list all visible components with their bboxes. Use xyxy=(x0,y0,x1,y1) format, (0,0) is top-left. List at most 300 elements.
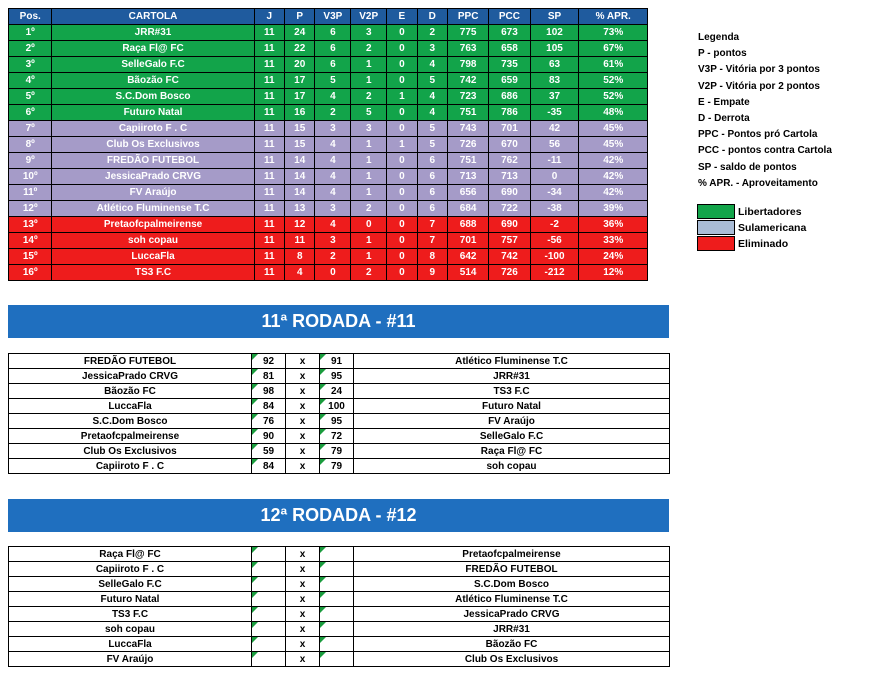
cell-sp: -35 xyxy=(530,105,579,121)
vs-separator: x xyxy=(286,562,320,577)
cell-j: 11 xyxy=(254,265,284,281)
cell-ppc: 701 xyxy=(448,233,489,249)
vs-separator: x xyxy=(286,444,320,459)
cell-team: JRR#31 xyxy=(52,25,254,41)
cell-j: 11 xyxy=(254,89,284,105)
cell-j: 11 xyxy=(254,121,284,137)
cell-apr: 52% xyxy=(579,89,648,105)
cell-e: 0 xyxy=(387,121,417,137)
match-row xyxy=(9,562,670,577)
cell-pos: 15º xyxy=(9,249,52,265)
cell-p: 14 xyxy=(285,153,315,169)
cell-sp: 63 xyxy=(530,57,579,73)
cell-d: 5 xyxy=(417,137,447,153)
cell-pos: 10º xyxy=(9,169,52,185)
standings-body xyxy=(9,25,648,281)
zone-swatch xyxy=(697,220,735,235)
home-team: Bãozão FC xyxy=(9,384,252,399)
home-score: 84 xyxy=(252,399,286,414)
zone-swatch xyxy=(697,204,735,219)
cell-j: 11 xyxy=(254,73,284,89)
cell-v2p: 2 xyxy=(351,265,387,281)
away-score: 100 xyxy=(320,399,354,414)
standings-row xyxy=(9,217,648,233)
vs-separator: x xyxy=(286,369,320,384)
cell-sp: 56 xyxy=(530,137,579,153)
home-team: TS3 F.C xyxy=(9,607,252,622)
standings-table xyxy=(8,8,648,281)
away-team: Bãozão FC xyxy=(354,637,670,652)
cell-pcc: 757 xyxy=(489,233,530,249)
cell-j: 11 xyxy=(254,185,284,201)
away-team: soh copau xyxy=(354,459,670,474)
cell-v3p: 2 xyxy=(315,105,351,121)
cell-e: 0 xyxy=(387,265,417,281)
cell-sp: -56 xyxy=(530,233,579,249)
cell-p: 24 xyxy=(285,25,315,41)
cell-ppc: 688 xyxy=(448,217,489,233)
cell-sp: -38 xyxy=(530,201,579,217)
cell-d: 2 xyxy=(417,25,447,41)
match-row xyxy=(9,622,670,637)
cell-pcc: 690 xyxy=(489,217,530,233)
home-team: LuccaFla xyxy=(9,399,252,414)
match-row xyxy=(9,414,670,429)
cell-pcc: 786 xyxy=(489,105,530,121)
cell-pos: 12º xyxy=(9,201,52,217)
cell-pos: 14º xyxy=(9,233,52,249)
cell-e: 1 xyxy=(387,137,417,153)
home-score xyxy=(252,637,286,652)
cell-apr: 52% xyxy=(579,73,648,89)
cell-j: 11 xyxy=(254,105,284,121)
cell-j: 11 xyxy=(254,57,284,73)
cell-pos: 5º xyxy=(9,89,52,105)
header-j: J xyxy=(254,9,284,25)
vs-separator: x xyxy=(286,652,320,667)
cell-d: 9 xyxy=(417,265,447,281)
cell-sp: 102 xyxy=(530,25,579,41)
header-v3p: V3P xyxy=(315,9,351,25)
cell-team: Atlético Fluminense T.C xyxy=(52,201,254,217)
cell-v2p: 1 xyxy=(351,169,387,185)
home-score: 92 xyxy=(252,354,286,369)
cell-v2p: 1 xyxy=(351,249,387,265)
legend-item: D - Derrota xyxy=(698,112,750,124)
cell-pcc: 659 xyxy=(489,73,530,89)
cell-p: 16 xyxy=(285,105,315,121)
away-score xyxy=(320,562,354,577)
cell-pcc: 735 xyxy=(489,57,530,73)
cell-team: TS3 F.C xyxy=(52,265,254,281)
zone-label: Libertadores xyxy=(738,205,802,218)
cell-team: Bãozão FC xyxy=(52,73,254,89)
away-score xyxy=(320,547,354,562)
home-score xyxy=(252,562,286,577)
cell-pcc: 673 xyxy=(489,25,530,41)
cell-p: 12 xyxy=(285,217,315,233)
cell-p: 17 xyxy=(285,89,315,105)
match-row xyxy=(9,429,670,444)
cell-j: 11 xyxy=(254,217,284,233)
cell-pos: 6º xyxy=(9,105,52,121)
cell-apr: 45% xyxy=(579,137,648,153)
standings-row xyxy=(9,25,648,41)
cell-e: 0 xyxy=(387,201,417,217)
cell-v2p: 1 xyxy=(351,137,387,153)
cell-d: 6 xyxy=(417,153,447,169)
cell-p: 15 xyxy=(285,137,315,153)
home-team: S.C.Dom Bosco xyxy=(9,414,252,429)
cell-sp: 42 xyxy=(530,121,579,137)
standings-row xyxy=(9,73,648,89)
cell-team: Futuro Natal xyxy=(52,105,254,121)
standings-row xyxy=(9,249,648,265)
cell-ppc: 684 xyxy=(448,201,489,217)
home-team: FV Araújo xyxy=(9,652,252,667)
home-team: LuccaFla xyxy=(9,637,252,652)
home-team: soh copau xyxy=(9,622,252,637)
away-score xyxy=(320,637,354,652)
cell-pcc: 670 xyxy=(489,137,530,153)
cell-p: 15 xyxy=(285,121,315,137)
header-pcc: PCC xyxy=(489,9,530,25)
cell-team: Capiiroto F . C xyxy=(52,121,254,137)
cell-v2p: 0 xyxy=(351,217,387,233)
header-sp: SP xyxy=(530,9,579,25)
cell-sp: -2 xyxy=(530,217,579,233)
home-score xyxy=(252,652,286,667)
cell-e: 0 xyxy=(387,249,417,265)
away-team: Raça Fl@ FC xyxy=(354,444,670,459)
away-team: Pretaofcpalmeirense xyxy=(354,547,670,562)
cell-sp: -100 xyxy=(530,249,579,265)
home-score: 90 xyxy=(252,429,286,444)
vs-separator: x xyxy=(286,637,320,652)
cell-p: 14 xyxy=(285,169,315,185)
cell-v3p: 5 xyxy=(315,73,351,89)
cell-apr: 73% xyxy=(579,25,648,41)
cell-sp: 0 xyxy=(530,169,579,185)
legend-item: V3P - Vitória por 3 pontos xyxy=(698,64,820,76)
cell-pos: 3º xyxy=(9,57,52,73)
cell-pos: 4º xyxy=(9,73,52,89)
legend-item: SP - saldo de pontos xyxy=(698,161,797,173)
cell-pos: 8º xyxy=(9,137,52,153)
cell-apr: 33% xyxy=(579,233,648,249)
cell-team: JessicaPrado CRVG xyxy=(52,169,254,185)
cell-d: 6 xyxy=(417,185,447,201)
cell-d: 6 xyxy=(417,169,447,185)
cell-pcc: 762 xyxy=(489,153,530,169)
cell-v3p: 3 xyxy=(315,201,351,217)
cell-v3p: 4 xyxy=(315,185,351,201)
cell-team: Raça Fl@ FC xyxy=(52,41,254,57)
cell-v2p: 1 xyxy=(351,73,387,89)
header-d: D xyxy=(417,9,447,25)
vs-separator: x xyxy=(286,429,320,444)
cell-v3p: 4 xyxy=(315,137,351,153)
cell-pcc: 713 xyxy=(489,169,530,185)
header-ppc: PPC xyxy=(448,9,489,25)
away-score xyxy=(320,607,354,622)
cell-e: 0 xyxy=(387,169,417,185)
cell-team: Club Os Exclusivos xyxy=(52,137,254,153)
vs-separator: x xyxy=(286,622,320,637)
cell-team: soh copau xyxy=(52,233,254,249)
legend-item: PPC - Pontos pró Cartola xyxy=(698,129,818,141)
home-team: FREDÃO FUTEBOL xyxy=(9,354,252,369)
cell-v2p: 1 xyxy=(351,153,387,169)
cell-v2p: 3 xyxy=(351,121,387,137)
cell-team: Pretaofcpalmeirense xyxy=(52,217,254,233)
away-team: SelleGalo F.C xyxy=(354,429,670,444)
cell-v3p: 4 xyxy=(315,89,351,105)
cell-e: 0 xyxy=(387,105,417,121)
zone-swatch xyxy=(697,236,735,251)
header-cartola: CARTOLA xyxy=(52,9,254,25)
standings-row xyxy=(9,57,648,73)
cell-e: 1 xyxy=(387,89,417,105)
header-pos: Pos. xyxy=(9,9,52,25)
home-team: SelleGalo F.C xyxy=(9,577,252,592)
header-p: P xyxy=(285,9,315,25)
cell-apr: 48% xyxy=(579,105,648,121)
home-team: Capiiroto F . C xyxy=(9,562,252,577)
cell-apr: 24% xyxy=(579,249,648,265)
away-team: JRR#31 xyxy=(354,369,670,384)
vs-separator: x xyxy=(286,384,320,399)
home-score xyxy=(252,592,286,607)
home-score: 76 xyxy=(252,414,286,429)
standings-row xyxy=(9,137,648,153)
home-score: 84 xyxy=(252,459,286,474)
standings-row xyxy=(9,153,648,169)
cell-ppc: 742 xyxy=(448,73,489,89)
match-row xyxy=(9,444,670,459)
standings-row xyxy=(9,121,648,137)
cell-ppc: 514 xyxy=(448,265,489,281)
match-row xyxy=(9,652,670,667)
cell-j: 11 xyxy=(254,137,284,153)
match-row xyxy=(9,592,670,607)
away-score xyxy=(320,652,354,667)
cell-apr: 42% xyxy=(579,169,648,185)
cell-p: 22 xyxy=(285,41,315,57)
home-score xyxy=(252,622,286,637)
standings-row xyxy=(9,41,648,57)
cell-team: FREDÃO FUTEBOL xyxy=(52,153,254,169)
cell-ppc: 798 xyxy=(448,57,489,73)
cell-v2p: 2 xyxy=(351,89,387,105)
home-score xyxy=(252,577,286,592)
standings-row xyxy=(9,169,648,185)
away-score: 91 xyxy=(320,354,354,369)
cell-pos: 13º xyxy=(9,217,52,233)
cell-ppc: 642 xyxy=(448,249,489,265)
match-row xyxy=(9,399,670,414)
cell-ppc: 713 xyxy=(448,169,489,185)
cell-e: 0 xyxy=(387,217,417,233)
cell-ppc: 751 xyxy=(448,153,489,169)
away-score xyxy=(320,592,354,607)
cell-team: LuccaFla xyxy=(52,249,254,265)
legend-item: P - pontos xyxy=(698,48,747,60)
legend-title: Legenda xyxy=(698,32,740,43)
cell-p: 11 xyxy=(285,233,315,249)
cell-v2p: 2 xyxy=(351,201,387,217)
cell-pos: 7º xyxy=(9,121,52,137)
away-team: FREDÃO FUTEBOL xyxy=(354,562,670,577)
standings-header-row xyxy=(9,9,648,25)
cell-pcc: 726 xyxy=(489,265,530,281)
away-team: Club Os Exclusivos xyxy=(354,652,670,667)
cell-p: 4 xyxy=(285,265,315,281)
cell-j: 11 xyxy=(254,201,284,217)
cell-v3p: 2 xyxy=(315,249,351,265)
home-team: Club Os Exclusivos xyxy=(9,444,252,459)
cell-v2p: 5 xyxy=(351,105,387,121)
vs-separator: x xyxy=(286,414,320,429)
cell-sp: -34 xyxy=(530,185,579,201)
cell-p: 14 xyxy=(285,185,315,201)
cell-d: 7 xyxy=(417,217,447,233)
cell-apr: 61% xyxy=(579,57,648,73)
cell-ppc: 723 xyxy=(448,89,489,105)
vs-separator: x xyxy=(286,577,320,592)
cell-v3p: 4 xyxy=(315,153,351,169)
cell-v2p: 2 xyxy=(351,41,387,57)
home-team: Capiiroto F . C xyxy=(9,459,252,474)
cell-apr: 67% xyxy=(579,41,648,57)
cell-apr: 36% xyxy=(579,217,648,233)
cell-ppc: 743 xyxy=(448,121,489,137)
cell-pos: 2º xyxy=(9,41,52,57)
standings-row xyxy=(9,105,648,121)
home-team: Pretaofcpalmeirense xyxy=(9,429,252,444)
home-team: Raça Fl@ FC xyxy=(9,547,252,562)
cell-sp: 83 xyxy=(530,73,579,89)
cell-j: 11 xyxy=(254,25,284,41)
cell-apr: 45% xyxy=(579,121,648,137)
cell-apr: 39% xyxy=(579,201,648,217)
zone-legend-eliminado xyxy=(697,236,806,251)
away-score: 79 xyxy=(320,444,354,459)
standings-row xyxy=(9,201,648,217)
cell-pos: 16º xyxy=(9,265,52,281)
cell-ppc: 775 xyxy=(448,25,489,41)
legend-item: E - Empate xyxy=(698,96,750,108)
cell-v3p: 6 xyxy=(315,57,351,73)
cell-j: 11 xyxy=(254,233,284,249)
vs-separator: x xyxy=(286,354,320,369)
cell-pcc: 742 xyxy=(489,249,530,265)
cell-v3p: 3 xyxy=(315,233,351,249)
cell-team: FV Araújo xyxy=(52,185,254,201)
cell-v3p: 3 xyxy=(315,121,351,137)
cell-team: S.C.Dom Bosco xyxy=(52,89,254,105)
cell-v3p: 4 xyxy=(315,169,351,185)
vs-separator: x xyxy=(286,607,320,622)
home-score: 98 xyxy=(252,384,286,399)
cell-p: 17 xyxy=(285,73,315,89)
cell-sp: -212 xyxy=(530,265,579,281)
match-row xyxy=(9,637,670,652)
home-team: JessicaPrado CRVG xyxy=(9,369,252,384)
round-11-matches xyxy=(8,353,670,474)
round-12-matches xyxy=(8,546,670,667)
cell-pos: 1º xyxy=(9,25,52,41)
away-team: S.C.Dom Bosco xyxy=(354,577,670,592)
match-row xyxy=(9,547,670,562)
cell-pcc: 690 xyxy=(489,185,530,201)
match-row xyxy=(9,384,670,399)
cell-p: 20 xyxy=(285,57,315,73)
cell-sp: 37 xyxy=(530,89,579,105)
away-score: 95 xyxy=(320,369,354,384)
vs-separator: x xyxy=(286,399,320,414)
cell-j: 11 xyxy=(254,153,284,169)
standings-row xyxy=(9,233,648,249)
cell-p: 13 xyxy=(285,201,315,217)
cell-d: 4 xyxy=(417,57,447,73)
cell-ppc: 763 xyxy=(448,41,489,57)
standings-row xyxy=(9,185,648,201)
away-team: Atlético Fluminense T.C xyxy=(354,592,670,607)
cell-e: 0 xyxy=(387,185,417,201)
cell-v3p: 4 xyxy=(315,217,351,233)
cell-d: 4 xyxy=(417,105,447,121)
away-team: JRR#31 xyxy=(354,622,670,637)
cell-pos: 9º xyxy=(9,153,52,169)
header-apr: % APR. xyxy=(579,9,648,25)
standings-row xyxy=(9,265,648,281)
vs-separator: x xyxy=(286,547,320,562)
cell-e: 0 xyxy=(387,41,417,57)
away-score: 24 xyxy=(320,384,354,399)
away-team: Atlético Fluminense T.C xyxy=(354,354,670,369)
match-row xyxy=(9,607,670,622)
away-team: FV Araújo xyxy=(354,414,670,429)
cell-v2p: 1 xyxy=(351,57,387,73)
header-e: E xyxy=(387,9,417,25)
legend-item: % APR. - Aproveitamento xyxy=(698,177,818,189)
away-score: 95 xyxy=(320,414,354,429)
cell-v3p: 6 xyxy=(315,41,351,57)
cell-d: 6 xyxy=(417,201,447,217)
cell-j: 11 xyxy=(254,249,284,265)
match-row xyxy=(9,369,670,384)
away-team: Futuro Natal xyxy=(354,399,670,414)
cell-ppc: 751 xyxy=(448,105,489,121)
cell-ppc: 656 xyxy=(448,185,489,201)
legend-item: V2P - Vitória por 2 pontos xyxy=(698,80,820,92)
away-team: JessicaPrado CRVG xyxy=(354,607,670,622)
away-score: 79 xyxy=(320,459,354,474)
cell-e: 0 xyxy=(387,25,417,41)
away-team: TS3 F.C xyxy=(354,384,670,399)
cell-team: SelleGalo F.C xyxy=(52,57,254,73)
standings-row xyxy=(9,89,648,105)
cell-pcc: 658 xyxy=(489,41,530,57)
cell-apr: 12% xyxy=(579,265,648,281)
cell-d: 3 xyxy=(417,41,447,57)
cell-j: 11 xyxy=(254,41,284,57)
match-row xyxy=(9,577,670,592)
cell-p: 8 xyxy=(285,249,315,265)
home-score: 81 xyxy=(252,369,286,384)
cell-d: 4 xyxy=(417,89,447,105)
